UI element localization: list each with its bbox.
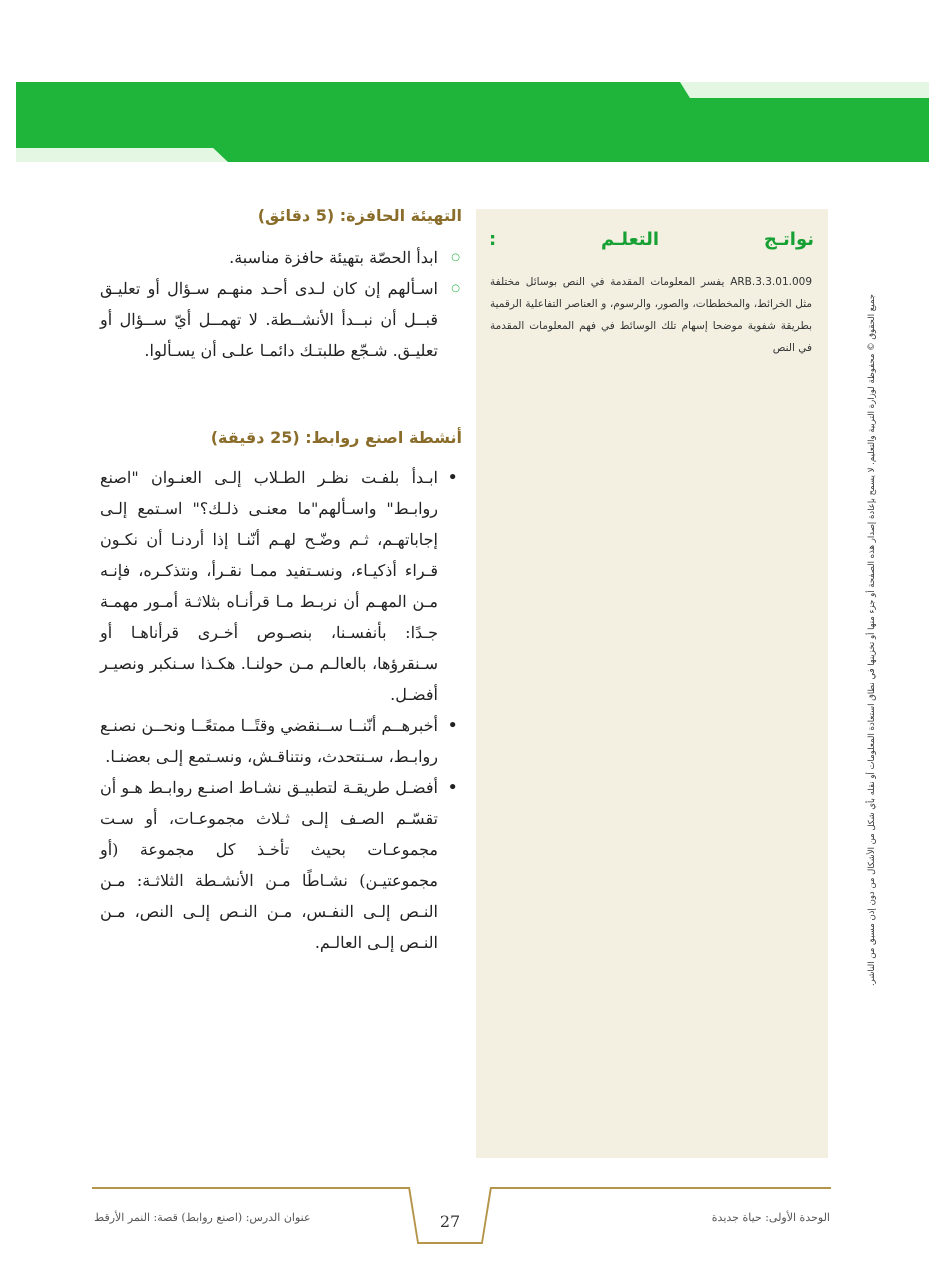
outcomes-title-colon: :	[489, 229, 497, 250]
activities-title: أنشطة اصنع روابط: (25 دقيقة)	[210, 428, 462, 447]
activities-list	[100, 462, 462, 958]
header-banner-tab	[680, 82, 929, 98]
learning-outcome-text: ARB.3.3.01.009 يفسر المعلومات المقدمة في النص بوسائل مختلفة مثل الخرائط، والمخططات، والصور، والرسوم، و العناصر التفاعلية الرقمية بطريقة شفوية موضحا إسهام تلك الوسائط في فهم المعلومات المقدمة في النص	[490, 276, 812, 354]
activity-item: • أخبرهــم أنّنــا ســنقضي وقتًــا ممتعًــا ونحــن نصنـع روابـط، سـنتحدث، ونتناقـش، ونسـتمع إلـى بعضنـا.	[100, 710, 462, 772]
footer-unit: الوحدة الأولى: حياة جديدة	[711, 1211, 830, 1224]
activity-item: • ابـدأ بلفـت نظـر الطـلاب إلـى العنـوان "اصنع روابـط" واسـألهم"ما معنـى ذلـك؟" اسـتمع إلـى إجاباتهـم، ثـم وضّـح لهـم أنّنـا إذا أردنـا أن نكـون قـراء أذكيـاء، ونسـتفيد ممـا نقـرأ، ونتذكـره، فإنـه مـن المهـم أن نربـط مـا قرأنـاه بثلاثـة أمـور مهمـة جـدًا: بأنفسـنا، بنصـوص أخـرى قرأناهـا أو سـنقرؤها، بالعالـم مـن حولنـا. هكـذا سـنكبر ونصيـر أفضـل.	[100, 462, 462, 710]
activity-item: • أفضـل طريقـة لتطبيـق نشـاط اصنـع روابـط هـو أن تقسّـم الصـف إلـى ثـلاث مجموعـات، أو سـت مجموعـات بحيث تأخـذ كل مجموعة (أو مجموعتيـن) نشـاطًا مـن الأنشـطة الثلاثـة: مـن النـص إلـى النفـس، مـن النـص إلـى النص، مـن النـص إلـى العالـم.	[100, 772, 462, 958]
page-number: 27	[439, 1212, 461, 1231]
header-banner-tab-bottom	[16, 148, 228, 162]
copyright-note: جميع الحقوق © محفوظة لوزارة التربية والتعليم. لا يسمح بإعادة إصدار هذه الصفحة أو جزء منها أو تخزينها في نطاق استعادة المعلومات أو نقله بأي شكل من الأشكال من دون إذن مسبق من الناشر.	[867, 293, 877, 987]
footer-lesson: عنوان الدرس: (اصنع روابط) قصة: النمر الأرقط	[94, 1211, 311, 1224]
warmup-list	[100, 242, 462, 366]
learning-outcomes-title	[489, 229, 814, 250]
outcomes-title-word: نواتـج	[763, 229, 814, 250]
warmup-item: ○ ابدأ الحصّة بتهيئة حافزة مناسبة.	[100, 242, 462, 273]
warmup-item: ○ اسـألهم إن كان لـدى أحـد منهـم سـؤال أو تعليـق قبــل أن نبــدأ الأنشــطة. لا تهمــل أيّ ســؤال أو تعليـق. شـجّع طلبتـك دائمـا علـى أن يسـألوا.	[100, 273, 462, 366]
outcomes-title-word: التعلـم	[601, 229, 660, 250]
warmup-title: التهيئة الحافزة: (5 دقائق)	[257, 206, 462, 225]
learning-outcomes-panel	[476, 209, 828, 1158]
